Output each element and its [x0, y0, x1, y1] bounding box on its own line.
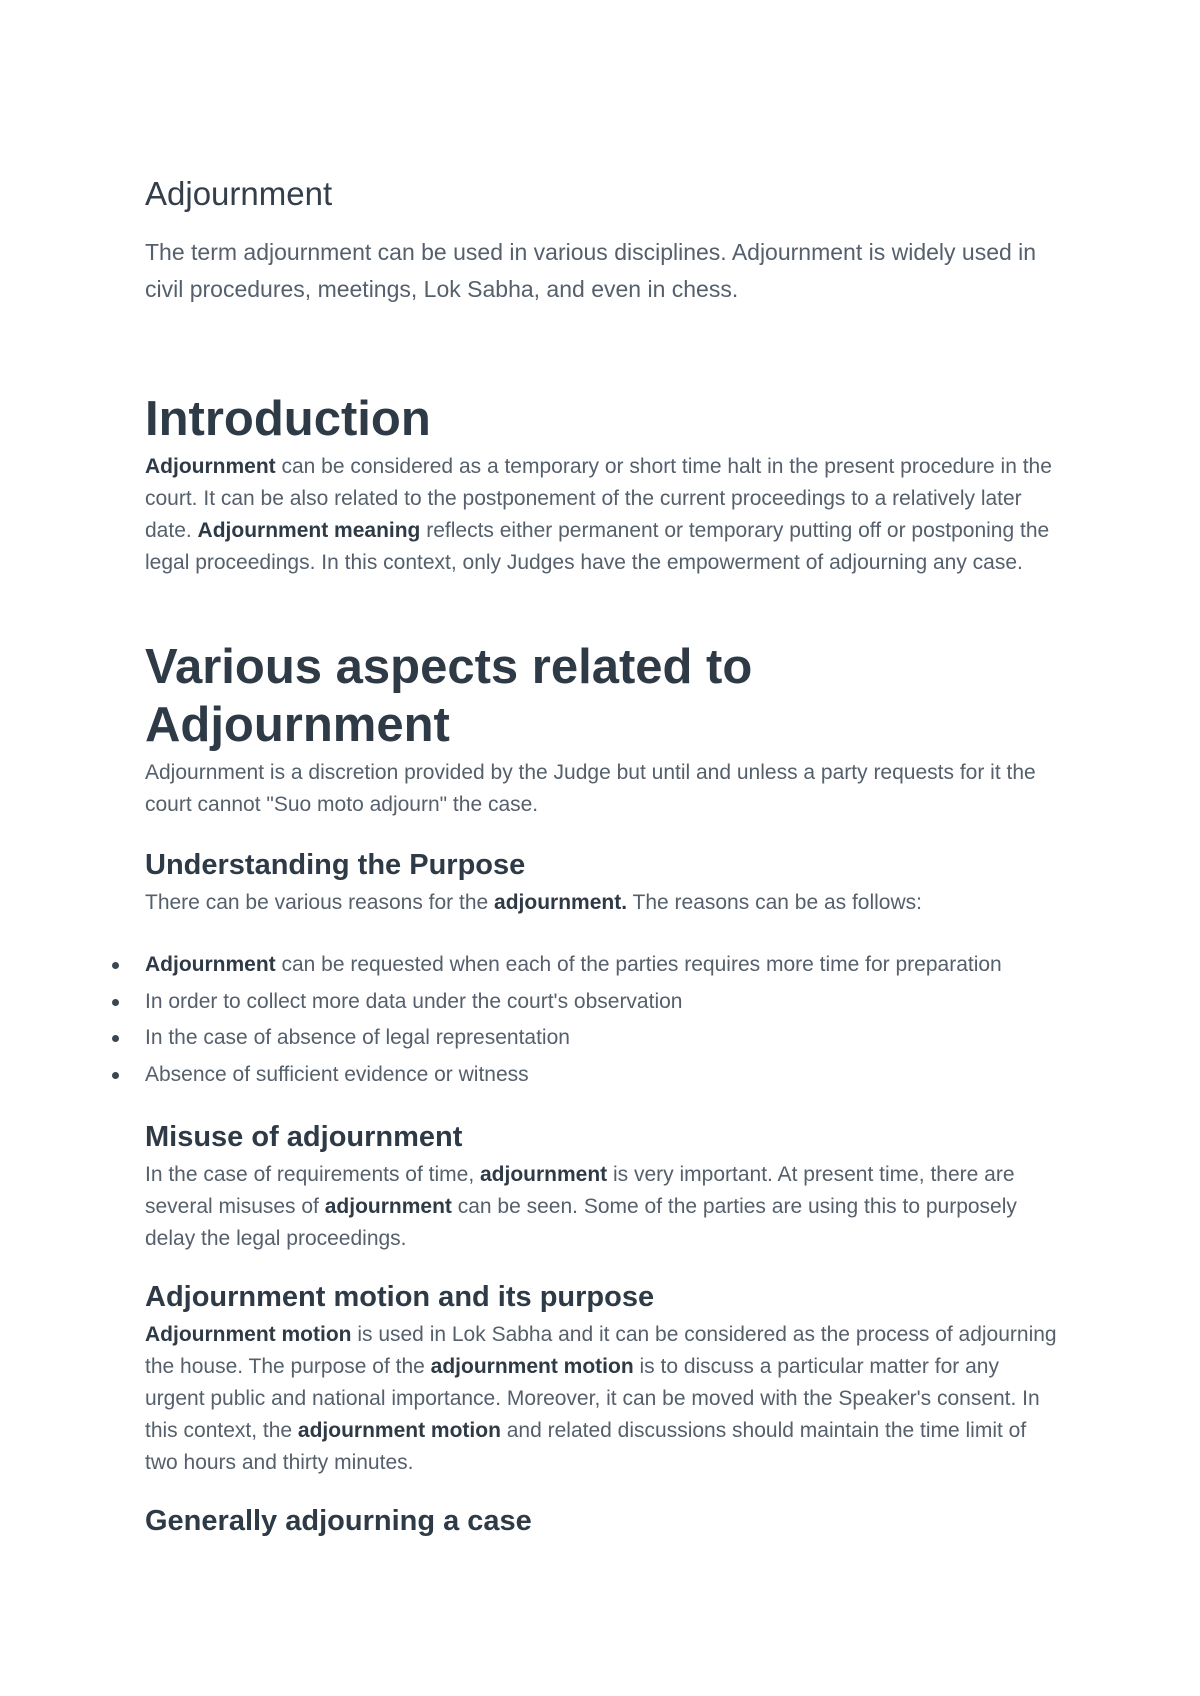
reasons-list — [145, 947, 1060, 1093]
bold-term: Adjournment meaning — [197, 519, 421, 542]
motion-heading: Adjournment motion and its purpose — [145, 1281, 655, 1313]
list-item — [145, 1057, 1060, 1094]
bold-term: adjournment motion — [297, 1419, 501, 1442]
list-item — [145, 947, 1060, 984]
text-run: reflects either permanent or temporary putting off or postponing the legal proceedings. In this context, only Judges have the empowerment of adjourning any case. — [145, 519, 1050, 574]
text-run: can be requested when each of the parties requires more time for preparation — [275, 953, 1002, 976]
introduction-heading: Introduction — [145, 392, 431, 446]
misuse-heading: Misuse of adjournment — [145, 1121, 463, 1153]
aspects-heading — [145, 638, 752, 754]
text-run: can be considered as a temporary or short time halt in the present procedure in the court. It can be also related to the postponement of the current proceedings to a relatively later date. — [145, 455, 1052, 542]
bold-term: adjournment motion — [430, 1355, 634, 1378]
list-item — [145, 984, 1060, 1021]
text-run: is to discuss a particular matter for any urgent public and national importance. Moreover, it can be moved with the Speaker's consent. In this context, the — [145, 1355, 1040, 1442]
text-run: Absence of sufficient evidence or witness — [145, 1062, 529, 1086]
document-title: Adjournment — [145, 175, 333, 212]
bold-term: Adjournment — [145, 455, 276, 478]
list-item — [145, 1020, 1060, 1057]
bold-term: Adjournment motion — [145, 1323, 352, 1346]
text-run: In the case of requirements of time, — [145, 1163, 480, 1186]
text-run: In order to collect more data under the court's observation — [145, 989, 683, 1013]
purpose-paragraph — [145, 887, 1060, 919]
bold-term: adjournment — [324, 1195, 452, 1218]
text-run: and related discussions should maintain the time limit of two hours and thirty minutes. — [145, 1419, 1027, 1474]
bullet-icon — [112, 1072, 119, 1079]
text-run: In the case of absence of legal representation — [145, 1026, 570, 1049]
bold-term: adjournment — [480, 1163, 608, 1186]
aspects-heading-line2: Adjournment — [145, 698, 450, 752]
misuse-paragraph — [145, 1159, 1060, 1255]
aspects-heading-line1: Various aspects related to — [145, 640, 753, 694]
motion-paragraph — [145, 1319, 1060, 1479]
bullet-icon — [112, 1035, 119, 1042]
document-subtitle: The term adjournment can be used in various disciplines. Adjournment is widely used in civil procedures, meetings, Lok Sabha, and even in chess. — [145, 239, 1037, 302]
text-run: There can be various reasons for the — [145, 891, 495, 914]
bold-term: Adjournment — [145, 953, 276, 976]
bold-term: adjournment. — [494, 891, 628, 914]
text-run: is very important. At present time, there are several misuses of — [145, 1163, 1015, 1218]
text-run: is used in Lok Sabha and it can be considered as the process of adjourning the house. The purpose of the — [145, 1323, 1057, 1378]
generally-heading: Generally adjourning a case — [145, 1505, 532, 1537]
text-run: The reasons can be as follows: — [627, 891, 922, 914]
aspects-paragraph: Adjournment is a discretion provided by the Judge but until and unless a party requests for it the court cannot "Suo moto adjourn" the case. — [145, 761, 1036, 816]
bullet-icon — [112, 999, 119, 1006]
bullet-icon — [112, 962, 119, 969]
text-run: can be seen. Some of the parties are using this to purposely delay the legal proceedings. — [145, 1195, 1017, 1250]
introduction-paragraph — [145, 451, 1060, 579]
purpose-heading: Understanding the Purpose — [145, 849, 526, 881]
